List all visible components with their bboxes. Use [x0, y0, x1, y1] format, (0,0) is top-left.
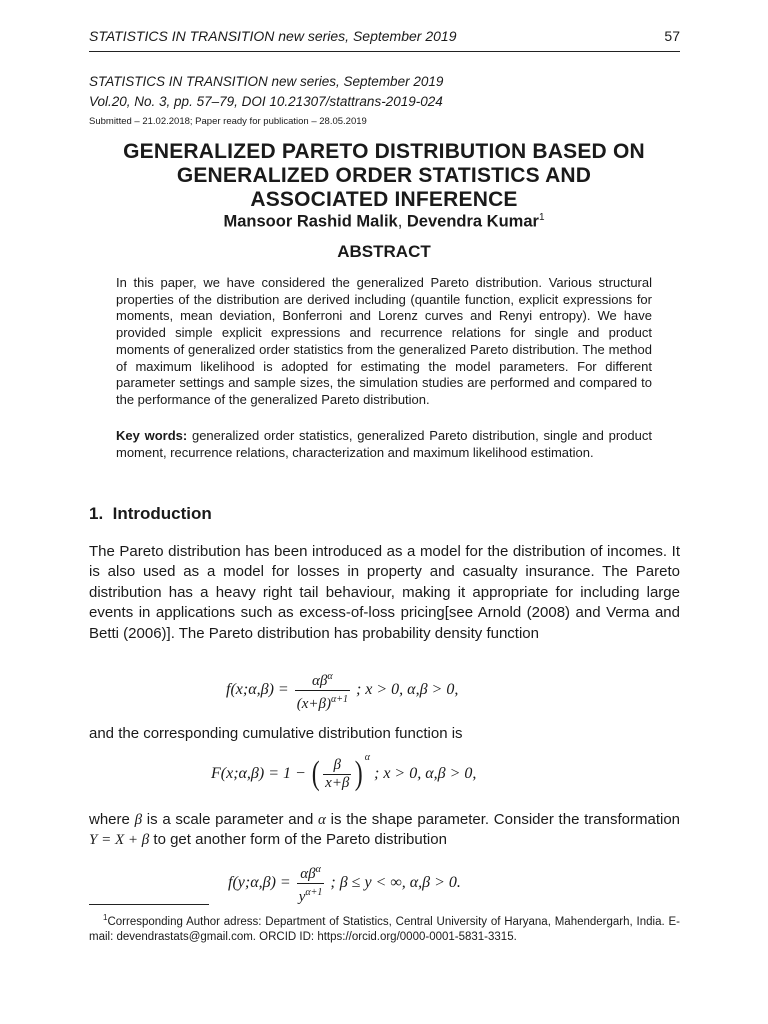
eq-exponent: α+1	[305, 887, 323, 898]
journal-info	[89, 72, 443, 112]
footnote-mark: 1	[103, 913, 108, 922]
keywords-label: Key words:	[116, 428, 188, 443]
transformation-paragraph	[89, 810, 680, 851]
eq-condition: ; β ≤ y < ∞, α,β > 0.	[330, 874, 461, 892]
submission-dates: Submitted – 21.02.2018; Paper ready for publication – 28.05.2019	[89, 116, 367, 127]
eq-exponent: α+1	[330, 694, 348, 705]
eq-condition: ; x > 0, α,β > 0,	[355, 681, 459, 699]
eq-numerator: αβ	[312, 673, 328, 689]
eq-condition: ; x > 0, α,β > 0,	[374, 765, 477, 782]
running-head	[89, 28, 680, 44]
footnote-text: Corresponding Author adress: Department of Statistics, Central University of Haryana, Mahendergarh, India. E-mail: devendrastats@gmail.com. ORCID ID: https://orcid.org/0000-0001-5831-3315.	[89, 915, 680, 944]
eq-lhs: f(x;α,β) =	[226, 681, 289, 699]
footnote-mark: 1	[538, 212, 545, 223]
title-line: ASSOCIATED INFERENCE	[250, 188, 518, 211]
eq-lhs: F(x;α,β) = 1 −	[211, 765, 306, 782]
right-paren: )	[355, 755, 364, 793]
author-name: Mansoor Rashid Malik	[223, 212, 398, 231]
section-number: 1.	[89, 504, 104, 523]
eq-fraction	[297, 861, 325, 906]
eq-denominator: y	[298, 889, 306, 905]
footnote-rule	[89, 904, 209, 905]
eq-exponent: α	[364, 752, 370, 763]
alpha-symbol: α	[318, 812, 326, 828]
abstract-heading: ABSTRACT	[337, 242, 431, 261]
inline-equation: Y = X + β	[89, 832, 150, 849]
text-run: where	[89, 811, 135, 828]
eq-fraction	[295, 668, 350, 713]
author-name: Devendra Kumar	[406, 212, 539, 231]
abstract-text: In this paper, we have considered the generalized Pareto distribution. Various structural properties of the distribution are derived including (quantile function, explicit expressions for moments, mean deviation, Bonferroni and Lorenz curves and Renyi entropy). We have provided simple explicit expressions and recurrence relations for single and product moments of generalized order statistics from the generalized Pareto distribution. The method of maximum likelihood is adopted for estimating the model parameters. For different parameter settings and sample sizes, the simulation studies are performed and compared to the performance of the generalized Pareto distribution.	[116, 275, 652, 407]
journal-name: STATISTICS IN TRANSITION new series, September 2019	[89, 74, 444, 89]
eq-lhs: f(y;α,β) =	[228, 874, 291, 892]
text-run: is a scale parameter and	[142, 811, 319, 828]
equation-transformed-pdf	[228, 861, 461, 906]
equation-cdf	[211, 752, 476, 792]
keywords	[116, 428, 652, 461]
eq-denominator: (x+β)	[296, 696, 331, 712]
intro-paragraph: The Pareto distribution has been introduced as a model for the distribution of incomes. It is also used as a model for losses in property and casualty insurance. The Pareto distribution has a heavy right tail behaviour, making it appropriate for including large events in applications such as excess-of-loss pricing[see Arnold (2008) and Verma and Betti (2006)]. The Pareto distribution has probability density function	[89, 543, 680, 642]
eq-numerator: αβ	[300, 866, 316, 882]
eq-denominator: x+β	[325, 774, 350, 791]
eq-exponent: α	[315, 864, 321, 875]
beta-symbol: β	[134, 812, 143, 828]
equation-pdf	[226, 668, 458, 713]
author-separator: ,	[397, 212, 407, 231]
text-run: is the shape parameter. Consider the transformation	[325, 811, 681, 828]
title-line: GENERALIZED PARETO DISTRIBUTION BASED ON	[123, 140, 645, 163]
running-head-title: STATISTICS IN TRANSITION new series, September 2019	[89, 28, 457, 44]
section-title: Introduction	[112, 504, 212, 523]
eq-fraction	[323, 757, 351, 792]
page-number: 57	[664, 28, 680, 44]
eq-exponent: α	[327, 671, 333, 682]
paper-title	[60, 140, 708, 212]
title-line: GENERALIZED ORDER STATISTICS AND	[176, 164, 592, 187]
section-heading	[89, 504, 212, 524]
journal-volume-doi: Vol.20, No. 3, pp. 57–79, DOI 10.21307/stattrans-2019-024	[89, 94, 443, 109]
text-run: to get another form of the Pareto distribution	[149, 831, 447, 849]
left-paren: (	[311, 755, 320, 793]
header-rule	[89, 51, 680, 52]
keywords-list: generalized order statistics, generalized Pareto distribution, single and product moment, recurrence relations, characterization and maximum likelihood estimation.	[116, 428, 652, 460]
authors	[60, 212, 708, 232]
eq-numerator: β	[333, 756, 342, 773]
footnote	[89, 910, 680, 946]
cdf-intro-text: and the corresponding cumulative distribution function is	[89, 725, 463, 742]
